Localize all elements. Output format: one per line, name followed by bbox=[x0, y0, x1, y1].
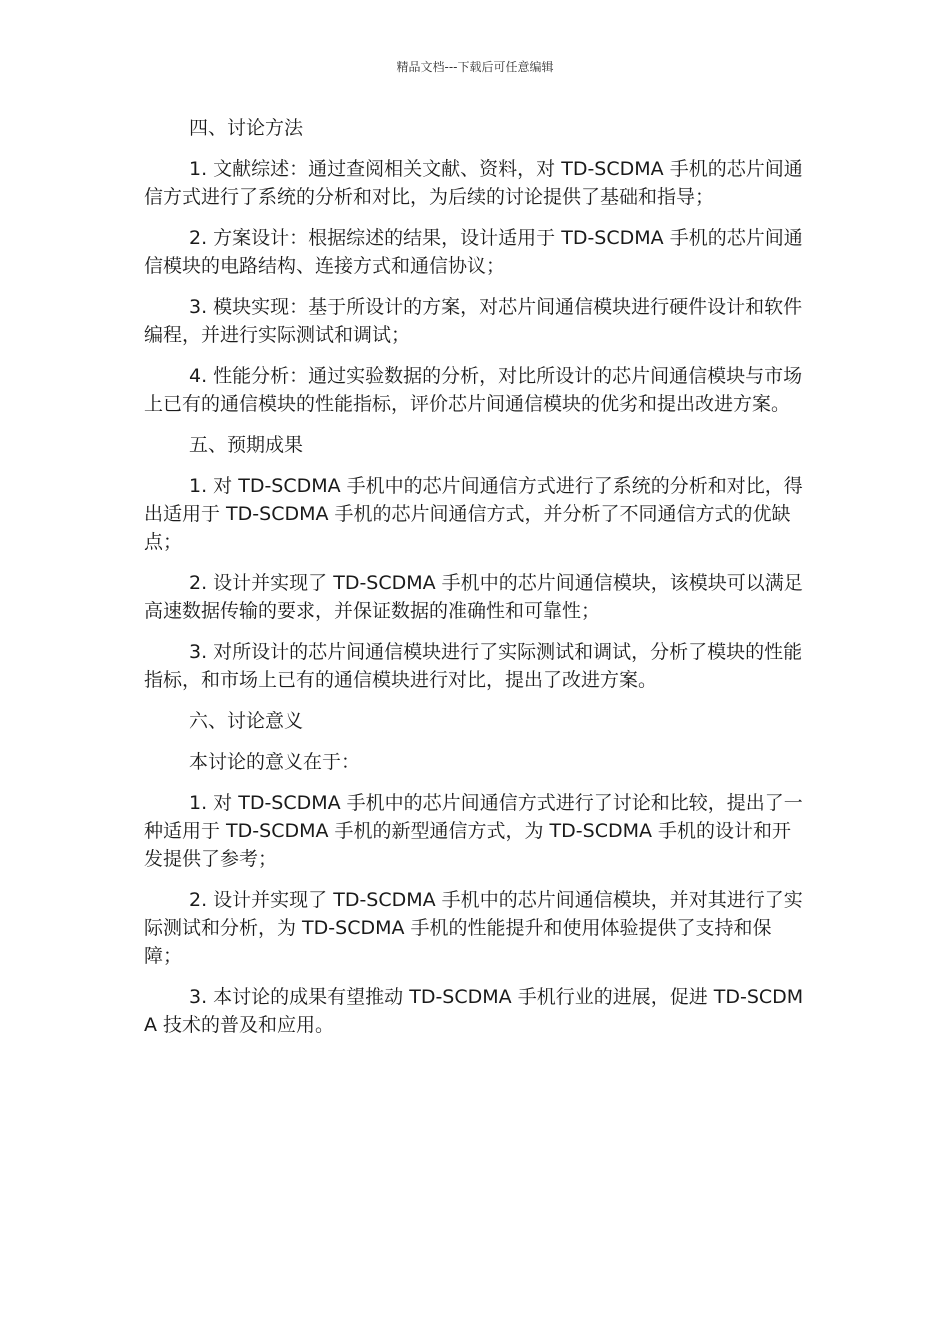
methods-item-3: 3. 模块实现：基于所设计的方案，对芯片间通信模块进行硬件设计和软件编程，并进行实际测试和调试； bbox=[144, 296, 803, 346]
methods-item-4: 4. 性能分析：通过实验数据的分析，对比所设计的芯片间通信模块与市场上已有的通信模块的性能指标，评价芯片间通信模块的优劣和提出改进方案。 bbox=[144, 365, 803, 415]
significance-item-1: 1. 对 TD-SCDMA 手机中的芯片间通信方式进行了讨论和比较，提出了一种适用于 TD-SCDMA 手机的新型通信方式，为 TD-SCDMA 手机的设计和开发提供了参考； bbox=[144, 792, 803, 870]
significance-intro: 本讨论的意义在于： bbox=[189, 751, 361, 773]
page-header-note: 精品文档---下载后可任意编辑 bbox=[396, 60, 554, 74]
section-heading-results: 五、预期成果 bbox=[189, 434, 304, 456]
section-heading-significance: 六、讨论意义 bbox=[189, 710, 304, 732]
results-item-3: 3. 对所设计的芯片间通信模块进行了实际测试和调试，分析了模块的性能指标，和市场上已有的通信模块进行对比，提出了改进方案。 bbox=[144, 641, 803, 691]
significance-item-3: 3. 本讨论的成果有望推动 TD-SCDMA 手机行业的进展，促进 TD-SCDMA 技术的普及和应用。 bbox=[144, 986, 804, 1036]
methods-item-1: 1. 文献综述：通过查阅相关文献、资料，对 TD-SCDMA 手机的芯片间通信方式进行了系统的分析和对比，为后续的讨论提供了基础和指导； bbox=[144, 158, 803, 208]
document-body bbox=[144, 114, 806, 1052]
significance-item-2: 2. 设计并实现了 TD-SCDMA 手机中的芯片间通信模块，并对其进行了实际测试和分析，为 TD-SCDMA 手机的性能提升和使用体验提供了支持和保障； bbox=[144, 889, 803, 967]
results-item-2: 2. 设计并实现了 TD-SCDMA 手机中的芯片间通信模块，该模块可以满足高速数据传输的要求，并保证数据的准确性和可靠性； bbox=[144, 572, 803, 622]
results-item-1: 1. 对 TD-SCDMA 手机中的芯片间通信方式进行了系统的分析和对比，得出适用于 TD-SCDMA 手机的芯片间通信方式，并分析了不同通信方式的优缺点； bbox=[144, 475, 803, 553]
methods-item-2: 2. 方案设计：根据综述的结果，设计适用于 TD-SCDMA 手机的芯片间通信模块的电路结构、连接方式和通信协议； bbox=[144, 227, 803, 277]
section-heading-methods: 四、讨论方法 bbox=[189, 117, 304, 139]
